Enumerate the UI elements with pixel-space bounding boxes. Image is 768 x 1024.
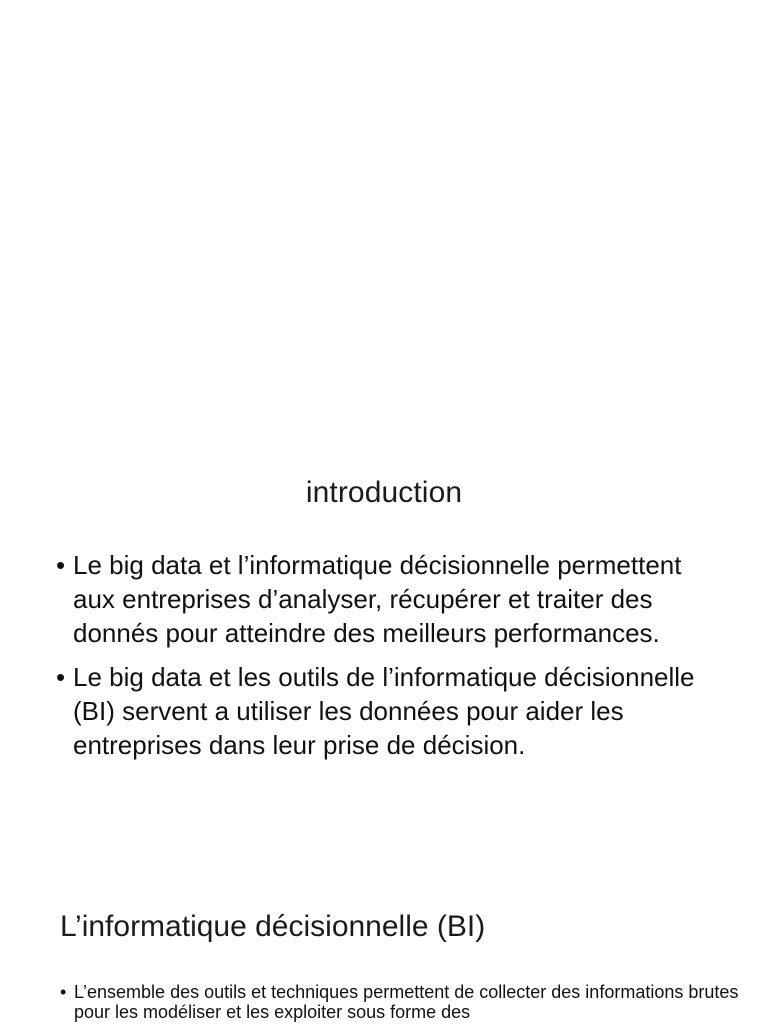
section-title: L’informatique décisionnelle (BI) xyxy=(60,910,486,943)
bullet-list xyxy=(56,548,726,772)
bullet-marker: • xyxy=(60,982,67,1002)
bullet-item xyxy=(56,548,726,650)
slide-title: introduction xyxy=(305,476,463,509)
bullet-item xyxy=(56,660,726,762)
section-bullet-item xyxy=(60,982,740,1022)
bullet-marker: • xyxy=(56,662,66,692)
bullet-text: Le big data et les outils de l’informatique décisionnelle (BI) servent a utiliser les données pour aider les entreprises dans leur prise de décision. xyxy=(73,662,695,760)
bullet-marker: • xyxy=(56,550,66,580)
bullet-text: L’ensemble des outils et techniques permettent de collecter des informations brutes pour les modéliser et les exploiter sous forme des xyxy=(74,982,739,1022)
bullet-text: Le big data et l’informatique décisionnelle permettent aux entreprises d’analyser, récupérer et traiter des donnés pour atteindre des meilleurs performances. xyxy=(73,550,682,648)
